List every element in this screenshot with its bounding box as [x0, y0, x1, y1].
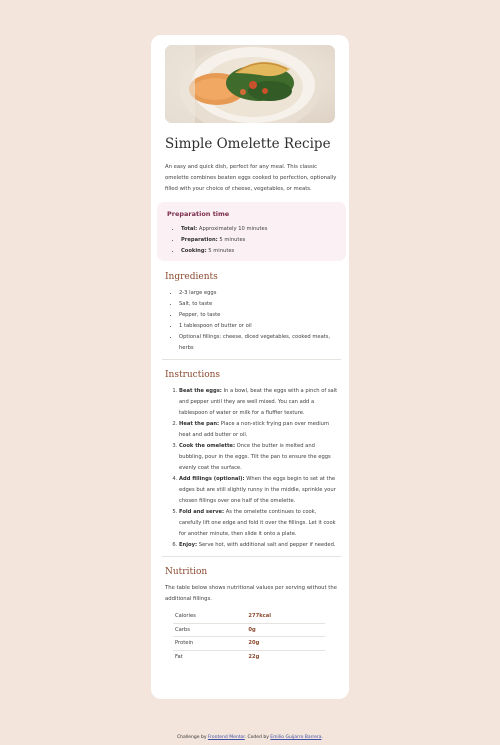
step-label: Fold and serve: — [179, 509, 225, 515]
nutrition-heading: Nutrition — [165, 567, 208, 577]
preparation-time-box — [157, 202, 346, 261]
nutrient-name: Protein — [173, 637, 246, 651]
step-text: As the omelette continues to cook, carefully lift one edge and fold it over the fillings. Let it cook for another minute, then slide it onto a plate. — [179, 509, 336, 537]
ingredient-item: • 1 tablespoon of butter or oil — [179, 321, 338, 332]
step-text: Serve hot, with additional salt and pepper if needed. — [197, 542, 336, 548]
nutrition-table — [173, 610, 325, 663]
instructions-list — [165, 386, 338, 551]
step-label: Add fillings (optional): — [179, 476, 245, 482]
prep-item-label: Cooking: — [181, 248, 207, 254]
step-label: Beat the eggs: — [179, 388, 222, 394]
step-text: In a bowl, beat the eggs with a pinch of salt and pepper until they are well mixed. You can add a tablespoon of water or milk for a fluffier texture. — [179, 388, 338, 416]
ingredients-list — [165, 288, 338, 354]
nutrition-intro: The table below shows nutritional values per serving without the additional fillings. — [165, 585, 337, 602]
table-row — [173, 623, 325, 637]
nutrient-name: Carbs — [173, 623, 246, 637]
nutrient-value: 277kcal — [246, 610, 325, 623]
instruction-step — [179, 474, 338, 507]
nutrient-name: Fat — [175, 654, 183, 661]
nutrient-value: 22g — [248, 654, 260, 661]
frontend-mentor-link[interactable]: Frontend Mentor — [207, 735, 245, 740]
instructions-heading: Instructions — [165, 370, 221, 380]
prep-item-label: Preparation: — [181, 237, 218, 243]
omelette-photo — [165, 45, 335, 123]
prep-item-label: Total: — [181, 226, 198, 232]
ingredients-heading: Ingredients — [165, 272, 218, 282]
nutrient-value: 0g — [246, 623, 325, 637]
instruction-step — [179, 419, 338, 441]
step-label: Enjoy: — [179, 542, 198, 548]
author-link[interactable]: Emilio Guijarro Barrera — [270, 735, 322, 740]
prep-item — [181, 224, 336, 235]
prep-item — [181, 235, 336, 246]
table-row — [173, 610, 325, 623]
attribution-footer — [0, 735, 500, 740]
ingredient-item: • Pepper, to taste — [179, 310, 338, 321]
challenge-prefix: Challenge by — [177, 735, 208, 740]
step-label: Cook the omelette: — [179, 443, 236, 449]
step-label: Heat the pan: — [179, 421, 220, 427]
divider — [162, 556, 341, 557]
recipe-card — [151, 35, 349, 699]
prep-item-text: Approximately 10 minutes — [197, 226, 268, 232]
ingredient-item: • Optional fillings: cheese, diced vegetables, cooked meats, herbs — [179, 332, 338, 354]
table-row — [173, 650, 325, 663]
prep-item — [181, 246, 336, 257]
instruction-step — [179, 386, 338, 419]
preparation-heading: Preparation time — [167, 210, 230, 218]
preparation-list — [167, 224, 336, 257]
recipe-intro: An easy and quick dish, perfect for any meal. This classic omelette combines beaten eggs cooked to perfection, optionally filled with your choice of cheese, vegetables, or meats. — [165, 164, 337, 192]
recipe-title: Simple Omelette Recipe — [165, 136, 331, 152]
nutrient-value: 20g — [246, 637, 325, 651]
nutrient-name: Calories — [173, 610, 246, 623]
step-text: When the eggs begin to set at the edges but are still slightly runny in the middle, sprinkle your chosen fillings over one half of the omelette. — [179, 476, 336, 504]
prep-item-text: 5 minutes — [206, 248, 235, 254]
coded-prefix: . Coded by — [244, 735, 271, 740]
instruction-step — [179, 441, 338, 474]
table-row — [173, 637, 325, 651]
ingredient-item: • Salt, to taste — [179, 299, 338, 310]
omelette-image — [165, 45, 335, 123]
divider — [162, 359, 341, 360]
footer-suffix: . — [321, 735, 323, 740]
step-text: Place a non-stick frying pan over medium heat and add butter or oil. — [179, 421, 329, 438]
prep-item-text: 5 minutes — [217, 237, 246, 243]
instruction-step — [179, 540, 338, 551]
instruction-step — [179, 507, 338, 540]
step-text: Once the butter is melted and bubbling, pour in the eggs. Tilt the pan to ensure the eggs evenly coat the surface. — [179, 443, 331, 471]
ingredient-item: • 2-3 large eggs — [179, 288, 338, 299]
